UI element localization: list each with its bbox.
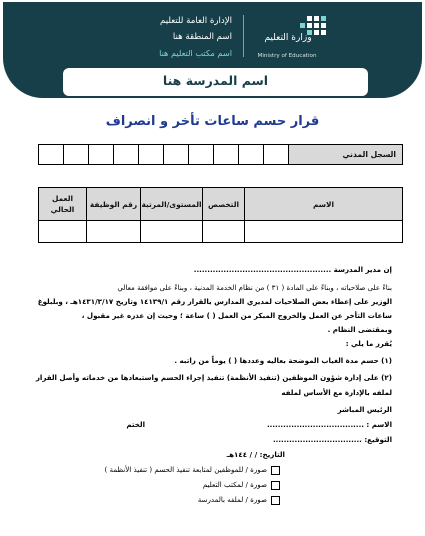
- current-work-cell[interactable]: [39, 221, 87, 243]
- school-name-box: [63, 68, 368, 96]
- copy-text: صورة / للموظفين لمتابعة تنفيذ الحسم ( تنفيذ الأنظمة ): [104, 465, 267, 474]
- registry-digit-cell[interactable]: [89, 145, 114, 165]
- signature-field: التوقيع: .................................: [272, 435, 392, 444]
- decides-label: يُقرر ما يلي :: [345, 339, 392, 348]
- copy-text: صورة / لملفه بالمدرسة: [197, 495, 267, 504]
- civil-registry-table: [38, 144, 403, 165]
- checkbox[interactable]: [271, 466, 280, 475]
- header-divider: [243, 15, 244, 57]
- header-job-number: رقم الوظيفة: [87, 188, 141, 221]
- header-name: الاسم: [245, 188, 403, 221]
- header-banner: [3, 2, 422, 98]
- decision-item-1: (١) حسم مدة الغياب الموضحة بعاليه وعددها ( ) يوماً من راتبه .: [174, 356, 392, 365]
- date-field: التاريخ: / / ١٤٤هـ: [226, 450, 285, 459]
- copy-line: [198, 495, 280, 505]
- decision-item-2: (٢) على إدارة شؤون الموظفين (تنفيذ الأنظمة) تنفيذ إجراء الحسم واستبعادها من خدماته وأصل القرار: [35, 373, 392, 382]
- specialty-cell[interactable]: [203, 221, 245, 243]
- document-title: قرار حسم ساعات تأخر و انصراف: [105, 114, 320, 129]
- office-line: اسم مكتب التعليم هنا: [159, 48, 232, 58]
- checkbox[interactable]: [271, 481, 280, 490]
- registry-digit-cell[interactable]: [39, 145, 64, 165]
- registry-digit-cell[interactable]: [189, 145, 214, 165]
- name-field: الاسم : ....................................: [266, 420, 392, 429]
- header-specialty: التخصص: [203, 188, 245, 221]
- registry-digit-cell[interactable]: [114, 145, 139, 165]
- registry-digit-cell[interactable]: [164, 145, 189, 165]
- registry-digit-cell[interactable]: [139, 145, 164, 165]
- school-name: اسم المدرسة هنا: [162, 73, 269, 88]
- to-principal-line: إن مدير المدرسة ...................................................: [193, 265, 392, 274]
- level-cell[interactable]: [141, 221, 203, 243]
- decision-item-2-cont: لملفه بالإدارة مع الأساس لملفه: [281, 388, 392, 397]
- checkbox[interactable]: [271, 496, 280, 505]
- registry-digit-cell[interactable]: [264, 145, 289, 165]
- copy-line: [105, 465, 280, 475]
- header-current-work: العمل الحالي: [39, 188, 87, 221]
- registry-digit-cell[interactable]: [239, 145, 264, 165]
- paragraph-line: الوزير على إعطاء بعض الصلاحيات لمديري المدارس بالقرار رقم ١٤١٣٩/١ وتاريخ ١٤٣١/٣/١٧هـ ، وبلبلوغ: [37, 297, 392, 306]
- direct-boss-label: الرئيس المباشر: [337, 405, 392, 414]
- copy-text: صورة / لمكتب التعليم: [202, 480, 267, 489]
- ministry-name-ar: وزارة التعليم: [264, 33, 312, 43]
- header-level: المستوى/المرتبة: [141, 188, 203, 221]
- admin-line: الإدارة العامة للتعليم: [160, 16, 232, 26]
- paragraph-line: ساعات التأخر عن العمل والخروج المبكر من العمل ( ) ساعة ؛ وحيث إن عذره غير مقبول ،: [81, 311, 392, 320]
- employee-table: [38, 187, 403, 243]
- registry-label: السجل المدني: [289, 145, 403, 165]
- copy-line: [203, 480, 280, 490]
- ministry-name-en: Ministry of Education: [257, 53, 317, 59]
- paragraph-line: بناءً على صلاحياته ، وبناءً على المادة ( ٣١ ) من نظام الخدمة المدنية ، وبناءً على موافقة معالي: [117, 283, 392, 292]
- stamp-label: الختم: [126, 420, 145, 429]
- registry-digit-cell[interactable]: [64, 145, 89, 165]
- region-line: اسم المنطقة هنا: [172, 32, 232, 42]
- paragraph-line: وبمقتضى النظام .: [327, 325, 392, 334]
- name-cell[interactable]: [245, 221, 403, 243]
- job-number-cell[interactable]: [87, 221, 141, 243]
- registry-digit-cell[interactable]: [214, 145, 239, 165]
